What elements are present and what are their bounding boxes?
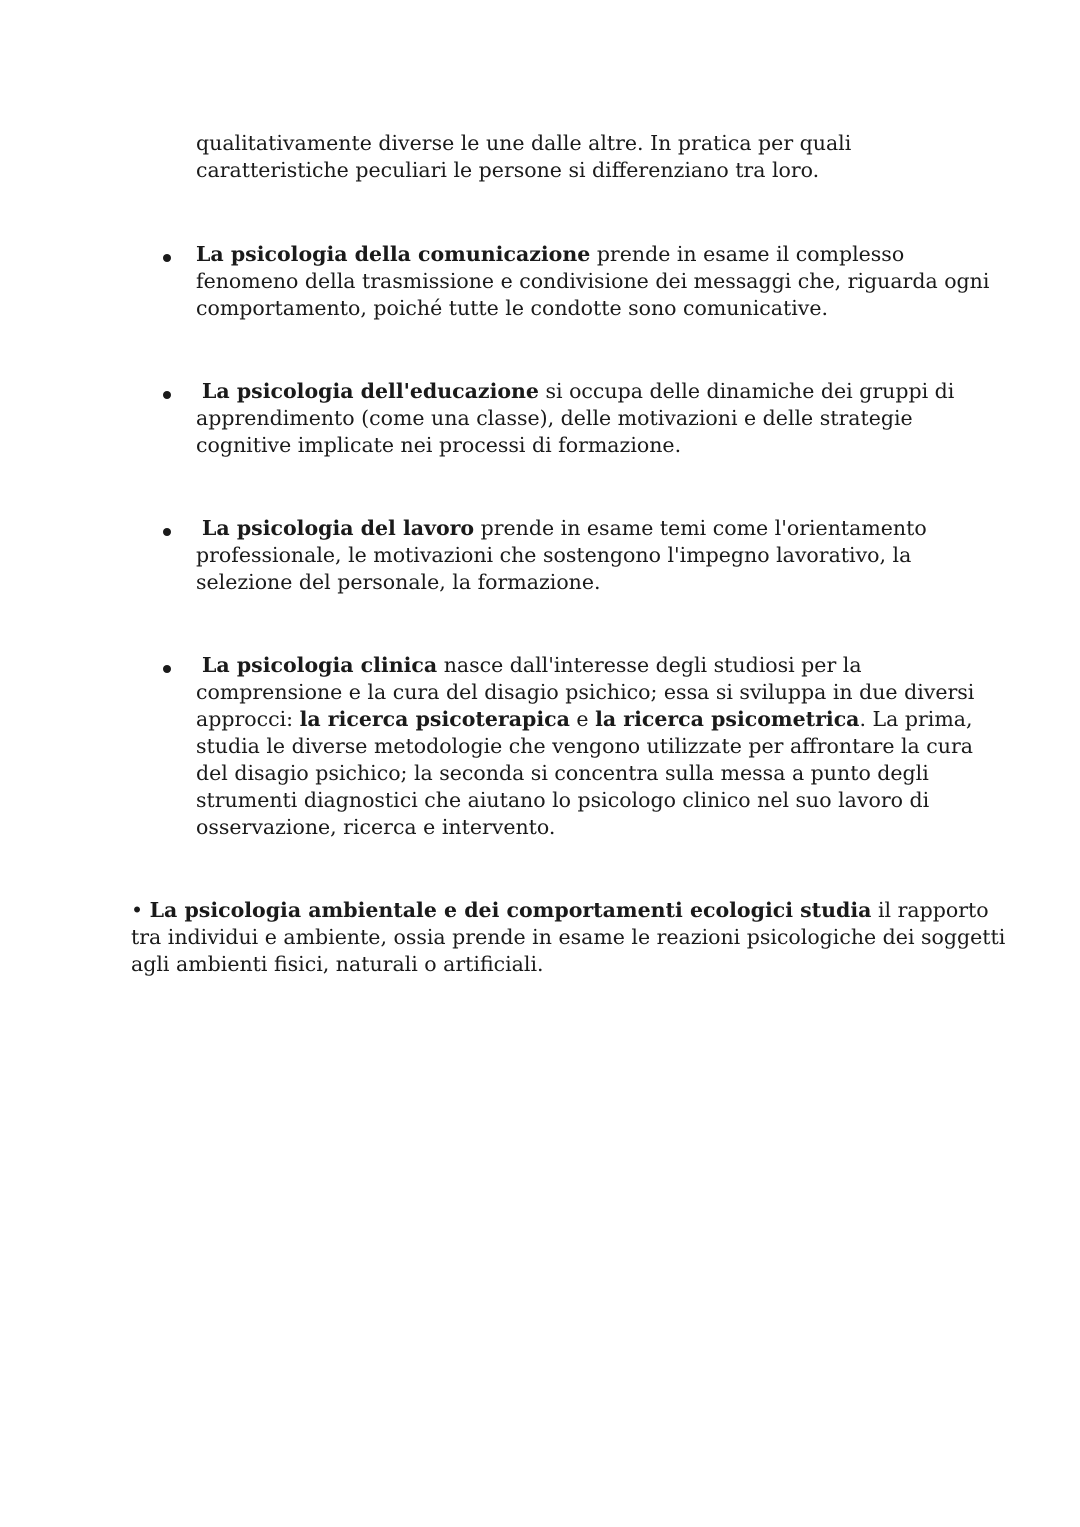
list-item-lavoro xyxy=(196,515,996,596)
item-title: La psicologia clinica xyxy=(202,653,438,677)
bullet-icon xyxy=(163,528,171,536)
item-text: . La prima, studia le diverse metodologie che vengono utilizzate per affrontare la cura del disagio psichico; la seconda si concentra sulla messa a punto degli strumenti diagnostici che aiutano lo psicologo clinico nel suo lavoro di osservazione, ricerca e intervento. xyxy=(196,707,973,839)
list-item-educazione xyxy=(196,378,996,459)
item-text: si occupa delle dinamiche dei gruppi di apprendimento (come una classe), delle motivazioni e delle strategie cognitive implicate nei processi di formazione. xyxy=(196,379,955,457)
list-item-clinica xyxy=(196,652,996,841)
item-text: prende in esame il complesso fenomeno della trasmissione e condivisione dei messaggi che, riguarda ogni comportamento, poiché tutte le condotte sono comunicative. xyxy=(196,242,990,320)
ambientale-paragraph xyxy=(131,897,1011,978)
item-text: nasce dall'interesse degli studiosi per la comprensione e la cura del disagio psichico; essa si sviluppa in due diversi approcci: xyxy=(196,653,975,731)
item-text: il rapporto tra individui e ambiente, ossia prende in esame le reazioni psicologiche dei soggetti agli ambienti fisici, naturali o artificiali. xyxy=(131,898,1006,976)
continuation-paragraph: qualitativamente diverse le une dalle altre. In pratica per quali caratteristiche peculiari le persone si differenziano tra loro. xyxy=(196,131,852,182)
bullet-icon xyxy=(163,665,171,673)
item-title: La psicologia della comunicazione xyxy=(196,242,591,266)
item-text: prende in esame temi come l'orientamento professionale, le motivazioni che sostengono l'impegno lavorativo, la selezione del personale, la formazione. xyxy=(196,516,927,594)
item-bold-term: la ricerca psicoterapica xyxy=(299,707,570,731)
list-item-comunicazione xyxy=(196,241,996,322)
bullet-glyph: • xyxy=(131,898,150,922)
bullet-icon xyxy=(163,254,171,262)
item-title: La psicologia del lavoro xyxy=(202,516,475,540)
item-bold-term: la ricerca psicometrica xyxy=(595,707,860,731)
bullet-icon xyxy=(163,391,171,399)
item-title: La psicologia ambientale e dei comportamenti ecologici studia xyxy=(149,898,872,922)
item-text: e xyxy=(569,707,596,731)
item-title: La psicologia dell'educazione xyxy=(202,379,539,403)
